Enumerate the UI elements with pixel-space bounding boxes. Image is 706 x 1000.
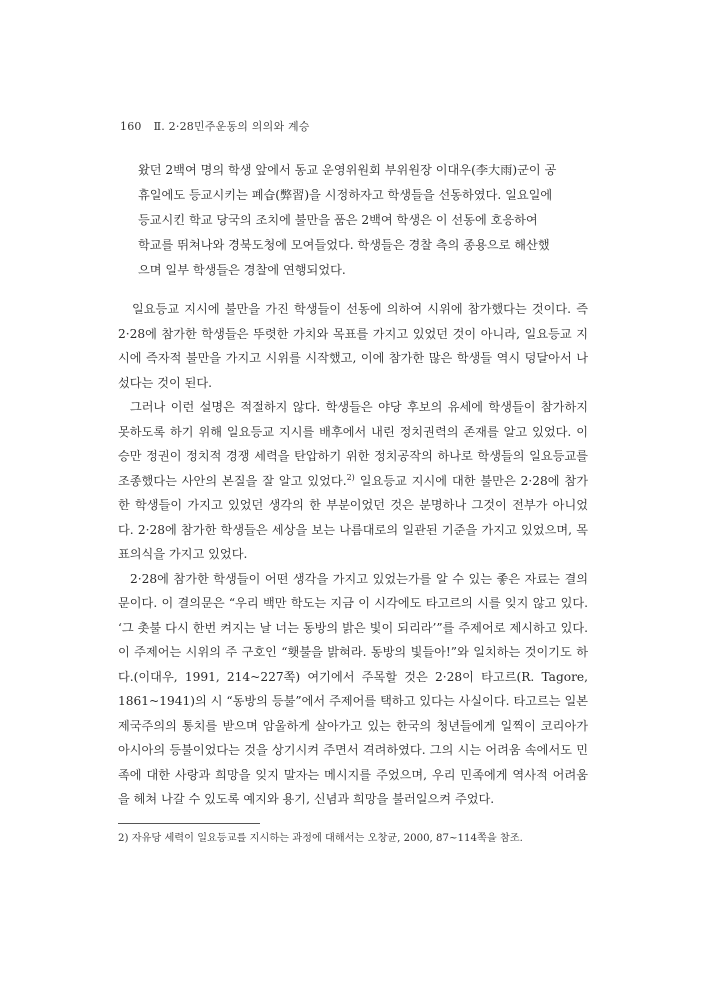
quote-line: 왔던 2백여 명의 학생 앞에서 동교 운영위원회 부위원장 이대우(李大雨)군이 공 [138, 163, 557, 177]
footnote-divider [118, 823, 260, 824]
block-quote [138, 158, 590, 283]
paragraph [118, 395, 588, 567]
paragraph: 일요등교 지시에 불만을 가진 학생들이 선동에 의하여 시위에 참가했다는 것이다. 즉 2·28에 참가한 학생들은 뚜렷한 가치와 목표를 가지고 있었던 것이 아니라, 일요등교 지시에 즉자적 불만을 가지고 시위를 시작했고, 이에 참가한 많은 학생들 역시 덩달아서 나섰다는 것이 된다. [118, 302, 588, 390]
footnote-ref[interactable]: 2) [346, 472, 355, 482]
running-header [120, 118, 310, 134]
quote-line: 학교를 뛰쳐나와 경북도청에 모여들었다. 학생들은 경찰 측의 종용으로 해산했 [138, 238, 550, 252]
quote-line: 으며 일부 학생들은 경찰에 연행되었다. [138, 263, 346, 277]
main-text [118, 297, 588, 812]
quote-line: 등교시킨 학교 당국의 조치에 불만을 품은 2백여 학생은 이 선동에 호응하여 [138, 213, 538, 227]
page-number: 160 [120, 120, 142, 133]
paragraph: 2·28에 참가한 학생들이 어떤 생각을 가지고 있었는가를 알 수 있는 좋은 자료는 결의문이다. 이 결의문은 “우리 백만 학도는 지금 이 시각에도 타고르의 시를 잊지 않고 있다. ‘그 촛불 다시 한번 켜지는 날 너는 동방의 밝은 빛이 되리라’”를 주제어로 제시하고 있다. 이 주제어는 시위의 주 구호인 “횃불을 밝혀라. 동방의 빛들아!”와 일치하는 것이기도 하다.(이대우, 1991, 214~227쪽) 여기에서 주목할 것은 2·28이 타고르(R. Tagore, 1861~1941)의 시 “동방의 등불”에서 주제어를 택하고 있다는 사실이다. 타고르는 일본 제국주의의 통치를 받으며 암울하게 살아가고 있는 한국의 청년들에게 일찍이 코리아가 아시아의 등불이었다는 것을 상기시켜 주면서 격려하였다. 그의 시는 어려움 속에서도 민족에 대한 사랑과 희망을 잊지 말자는 메시지를 주었으며, 우리 민족에게 역사적 어려움을 헤쳐 나갈 수 있도록 예지와 용기, 신념과 희망을 불러일으켜 주었다. [118, 571, 588, 806]
paragraph-text: 일요등교 지시에 대한 불만은 2·28에 참가한 학생들이 가지고 있었던 생각의 한 부분이었던 것은 분명하나 그것이 전부가 아니었다. 2·28에 참가한 학생들은 세상을 보는 나름대로의 일관된 기준을 가지고 있었으며, 목표의식을 가지고 있었다. [118, 473, 588, 561]
quote-line: 휴일에도 등교시키는 폐습(弊習)을 시정하자고 학생들을 선동하였다. 일요일에 [138, 188, 553, 202]
paragraph-text: 그러나 이런 설명은 적절하지 않다. 학생들은 야당 후보의 유세에 학생들이 참가하지 못하도록 하기 위해 일요등교 지시를 배후에서 내린 정치권력의 존재를 알고 있었다. 이승만 정권이 정치적 경쟁 세력을 탄압하기 위한 정치공작의 하나로 학생들의 일요등교를 조종했다는 사안의 본질을 잘 알고 있었다. [118, 400, 588, 488]
section-title: Ⅱ. 2·28민주운동의 의의와 계승 [153, 120, 310, 133]
footnote: 2) 자유당 세력이 일요등교를 지시하는 과정에 대해서는 오창균, 2000, 87~114쪽을 참조. [118, 833, 523, 844]
